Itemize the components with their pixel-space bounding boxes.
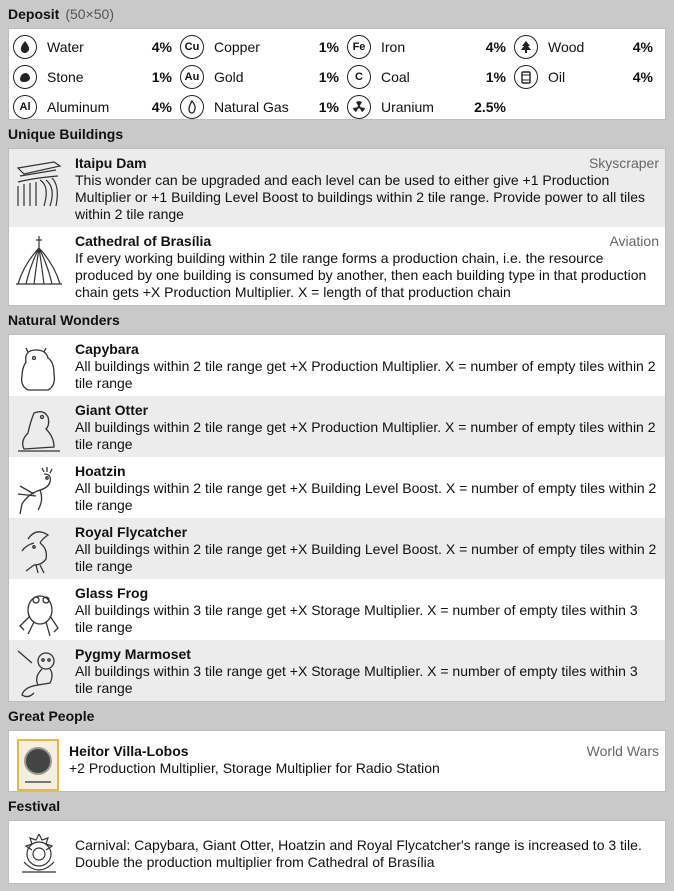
deposit-percent: 1% bbox=[318, 99, 339, 115]
deposit-item-copper[interactable] bbox=[180, 32, 347, 62]
deposit-name: Wood bbox=[548, 39, 585, 55]
deposit-percent: 1% bbox=[485, 69, 506, 85]
wonder-row[interactable] bbox=[9, 579, 665, 640]
unique-buildings-header bbox=[8, 120, 666, 148]
coat-of-arms-icon bbox=[13, 827, 65, 883]
deposit-percent: 1% bbox=[318, 39, 339, 55]
deposit-header bbox=[8, 0, 666, 28]
wonder-name: Pygmy Marmoset bbox=[75, 646, 191, 662]
deposit-item-wood[interactable] bbox=[514, 32, 661, 62]
great-people-header bbox=[8, 702, 666, 730]
wonder-row[interactable] bbox=[9, 518, 665, 579]
wonder-row[interactable] bbox=[9, 396, 665, 457]
deposit-name: Oil bbox=[548, 69, 566, 85]
wonder-name: Royal Flycatcher bbox=[75, 524, 188, 540]
building-name: Itaipu Dam bbox=[75, 155, 147, 171]
festival-description: Carnival: Capybara, Giant Otter, Hoatzin and Royal Flycatcher's range is increased to 3 tile. Double the production multiplier from Cathedral of Brasília bbox=[75, 837, 642, 870]
great-person-row[interactable] bbox=[9, 731, 665, 791]
deposit-title: Deposit bbox=[8, 6, 60, 22]
deposit-item-uranium[interactable] bbox=[347, 92, 514, 122]
deposit-percent: 4% bbox=[632, 69, 653, 85]
deposit-name: Iron bbox=[381, 39, 406, 55]
wonder-description: All buildings within 2 tile range get +X Building Level Boost. X = number of empty tiles within 2 tile range bbox=[75, 480, 657, 513]
wonder-row[interactable] bbox=[9, 457, 665, 518]
deposit-percent: 2.5% bbox=[474, 99, 506, 115]
deposit-percent: 1% bbox=[151, 69, 172, 85]
festival-header bbox=[8, 792, 666, 820]
deposit-item-oil[interactable] bbox=[514, 62, 661, 92]
wonder-row[interactable] bbox=[9, 640, 665, 701]
deposit-item-gold[interactable] bbox=[180, 62, 347, 92]
festival-title: Festival bbox=[8, 798, 61, 814]
deposit-name: Stone bbox=[47, 69, 84, 85]
frog-icon bbox=[13, 585, 65, 641]
radiation-icon bbox=[347, 95, 371, 119]
coal-icon: C bbox=[347, 65, 371, 89]
deposit-panel bbox=[8, 28, 666, 120]
deposit-name: Aluminum bbox=[47, 99, 110, 115]
water-drop-icon bbox=[13, 35, 37, 59]
natural-wonders-panel bbox=[8, 334, 666, 702]
capybara-icon bbox=[13, 341, 65, 397]
deposit-name: Coal bbox=[381, 69, 410, 85]
marmoset-icon bbox=[13, 646, 65, 702]
unique-buildings-title: Unique Buildings bbox=[8, 126, 124, 142]
wonder-name: Hoatzin bbox=[75, 463, 126, 479]
gas-flame-icon bbox=[180, 95, 204, 119]
iron-icon: Fe bbox=[347, 35, 371, 59]
natural-wonders-title: Natural Wonders bbox=[8, 312, 120, 328]
great-person-name: Heitor Villa-Lobos bbox=[69, 743, 189, 759]
deposit-name: Copper bbox=[214, 39, 260, 55]
flycatcher-icon bbox=[13, 524, 65, 580]
deposit-name: Natural Gas bbox=[214, 99, 289, 115]
wonder-row[interactable] bbox=[9, 335, 665, 396]
wonder-description: All buildings within 3 tile range get +X Storage Multiplier. X = number of empty tiles within 3 tile range bbox=[75, 663, 638, 696]
gold-icon: Au bbox=[180, 65, 204, 89]
deposit-item-natural-gas[interactable] bbox=[180, 92, 347, 122]
deposit-size: (50×50) bbox=[65, 6, 114, 22]
aluminum-icon: Al bbox=[13, 95, 37, 119]
dam-icon bbox=[13, 155, 65, 211]
deposit-item-coal[interactable] bbox=[347, 62, 514, 92]
deposit-item-stone[interactable] bbox=[13, 62, 180, 92]
otter-icon bbox=[13, 402, 65, 458]
wonder-description: All buildings within 3 tile range get +X Storage Multiplier. X = number of empty tiles within 3 tile range bbox=[75, 602, 638, 635]
deposit-percent: 4% bbox=[151, 39, 172, 55]
great-person-era: World Wars bbox=[586, 743, 659, 759]
festival-panel bbox=[8, 820, 666, 884]
building-row[interactable] bbox=[9, 149, 665, 227]
hoatzin-icon bbox=[13, 463, 65, 519]
building-description: This wonder can be upgraded and each level can be used to either give +1 Production Multiplier or +1 Building Level Boost to buildings within 2 tile range. Provide power to all tiles within 2 tile range bbox=[75, 172, 646, 222]
unique-buildings-panel bbox=[8, 148, 666, 306]
building-name: Cathedral of Brasília bbox=[75, 233, 212, 249]
wonder-name: Glass Frog bbox=[75, 585, 149, 601]
cathedral-icon bbox=[13, 233, 65, 289]
copper-icon: Cu bbox=[180, 35, 204, 59]
festival-row bbox=[9, 821, 665, 883]
building-description: If every working building within 2 tile range forms a production chain, i.e. the resource produced by one building is consumed by another, then each building type in that production chain gets +X Production Multiplier. X = length of that production chain bbox=[75, 250, 647, 300]
deposit-name: Uranium bbox=[381, 99, 434, 115]
wonder-name: Capybara bbox=[75, 341, 139, 357]
deposit-name: Gold bbox=[214, 69, 244, 85]
wonder-name: Giant Otter bbox=[75, 402, 149, 418]
wonder-description: All buildings within 2 tile range get +X Building Level Boost. X = number of empty tiles within 2 tile range bbox=[75, 541, 657, 574]
deposit-item-iron[interactable] bbox=[347, 32, 514, 62]
building-era: Skyscraper bbox=[588, 155, 659, 171]
deposit-item-aluminum[interactable] bbox=[13, 92, 180, 122]
deposit-percent: 4% bbox=[632, 39, 653, 55]
deposit-percent: 1% bbox=[318, 69, 339, 85]
building-row[interactable] bbox=[9, 227, 665, 305]
deposit-percent: 4% bbox=[485, 39, 506, 55]
wonder-description: All buildings within 2 tile range get +X Production Multiplier. X = number of empty tiles within 2 tile range bbox=[75, 358, 656, 391]
great-person-description: +2 Production Multiplier, Storage Multiplier for Radio Station bbox=[69, 760, 440, 776]
deposit-item-water[interactable] bbox=[13, 32, 180, 62]
stone-icon bbox=[13, 65, 37, 89]
natural-wonders-header bbox=[8, 306, 666, 334]
wonder-description: All buildings within 2 tile range get +X Production Multiplier. X = number of empty tiles within 2 tile range bbox=[75, 419, 656, 452]
portrait-icon bbox=[17, 739, 59, 791]
great-people-panel bbox=[8, 730, 666, 792]
tree-icon bbox=[514, 35, 538, 59]
deposit-name: Water bbox=[47, 39, 84, 55]
oil-barrel-icon bbox=[514, 65, 538, 89]
building-era: Aviation bbox=[609, 233, 659, 249]
deposit-percent: 4% bbox=[151, 99, 172, 115]
great-people-title: Great People bbox=[8, 708, 95, 724]
